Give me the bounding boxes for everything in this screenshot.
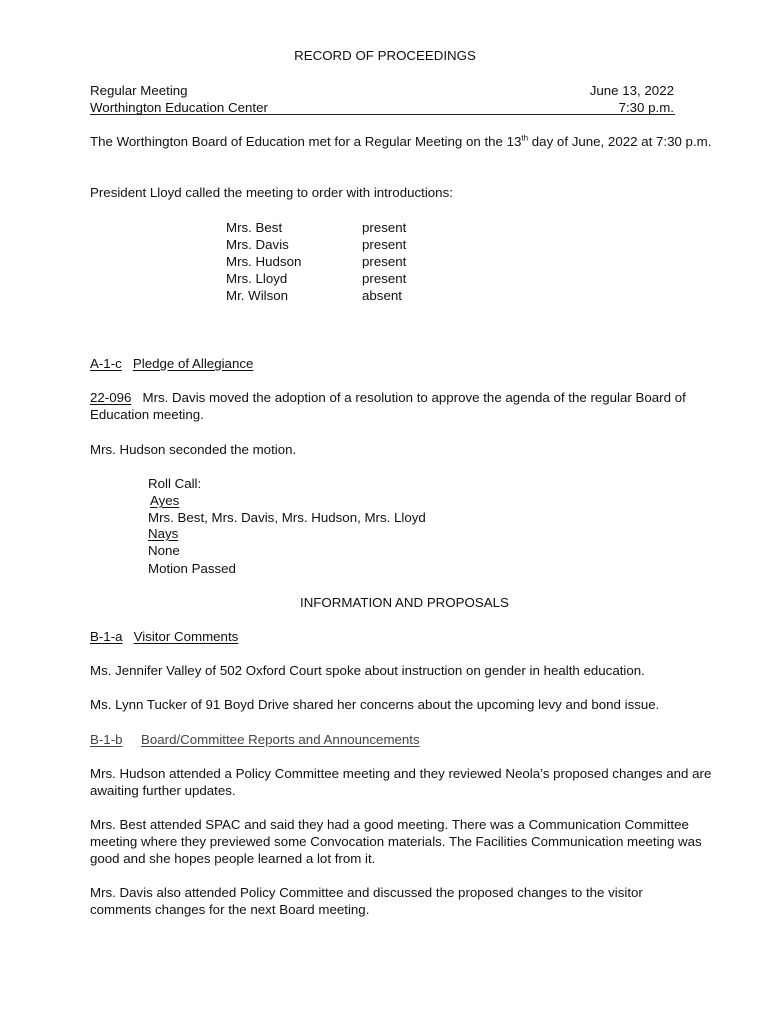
ayes-label: Ayes — [150, 493, 180, 508]
meeting-time: 7:30 p.m. — [618, 100, 674, 115]
motion-second: Mrs. Hudson seconded the motion. — [90, 442, 297, 457]
intro-paragraph: The Worthington Board of Education met for a Regular Meeting on the 13th day of June, 2022 at 7:30 p.m. — [90, 133, 712, 149]
nays-label: Nays — [148, 526, 179, 541]
motion-result: Motion Passed — [148, 561, 236, 576]
call-to-order: President Lloyd called the meeting to order with introductions: — [90, 185, 453, 200]
reports-code: B-1-b — [90, 732, 123, 747]
header-rule — [90, 114, 675, 115]
section-heading: INFORMATION AND PROPOSALS — [300, 595, 509, 610]
visitor-label: Visitor Comments — [133, 629, 239, 644]
attendee-status: present — [362, 254, 407, 269]
reports-label: Board/Committee Reports and Announcements — [141, 732, 420, 747]
roll-call-label: Roll Call: — [148, 476, 202, 491]
pledge-item — [90, 355, 253, 372]
visitor-comments-heading — [90, 628, 238, 645]
visitor-comment: Ms. Lynn Tucker of 91 Boyd Drive shared her concerns about the upcoming levy and bond issue. — [90, 697, 660, 712]
report-paragraph: Mrs. Hudson attended a Policy Committee meeting and they reviewed Neola’s proposed changes and are awaiting further updates. — [90, 766, 712, 798]
visitor-comment: Ms. Jennifer Valley of 502 Oxford Court spoke about instruction on gender in health education. — [90, 663, 645, 678]
attendee-name: Mrs. Hudson — [226, 254, 302, 269]
nays-list: None — [148, 543, 180, 558]
ayes-list: Mrs. Best, Mrs. Davis, Mrs. Hudson, Mrs. Lloyd — [148, 510, 426, 525]
document-title: RECORD OF PROCEEDINGS — [294, 48, 476, 63]
meeting-date: June 13, 2022 — [589, 83, 674, 98]
report-paragraph: Mrs. Best attended SPAC and said they had a good meeting. There was a Communication Committee meeting where they previewed some Convocation materials. The Facilities Communication meeting was good and she hopes people learned a lot from it. — [90, 817, 702, 866]
attendee-name: Mrs. Davis — [226, 237, 289, 252]
motion-paragraph — [90, 389, 730, 423]
motion-text: Mrs. Davis moved the adoption of a resolution to approve the agenda of the regular Board of Education meeting. — [90, 390, 686, 422]
attendee-status: absent — [362, 288, 402, 303]
attendee-name: Mrs. Best — [226, 220, 283, 235]
motion-code: 22-096 — [90, 390, 132, 405]
attendee-name: Mrs. Lloyd — [226, 271, 288, 286]
pledge-label: Pledge of Allegiance — [132, 356, 254, 371]
meeting-type: Regular Meeting — [90, 83, 188, 98]
attendee-status: present — [362, 220, 407, 235]
meeting-location: Worthington Education Center — [90, 100, 268, 115]
attendee-status: present — [362, 237, 407, 252]
pledge-code: A-1-c — [90, 356, 122, 371]
report-paragraph: Mrs. Davis also attended Policy Committee and discussed the proposed changes to the visitor comments changes for the next Board meeting. — [90, 885, 643, 917]
attendee-status: present — [362, 271, 407, 286]
visitor-code: B-1-a — [90, 629, 123, 644]
attendee-name: Mr. Wilson — [226, 288, 289, 303]
reports-heading — [90, 731, 420, 748]
